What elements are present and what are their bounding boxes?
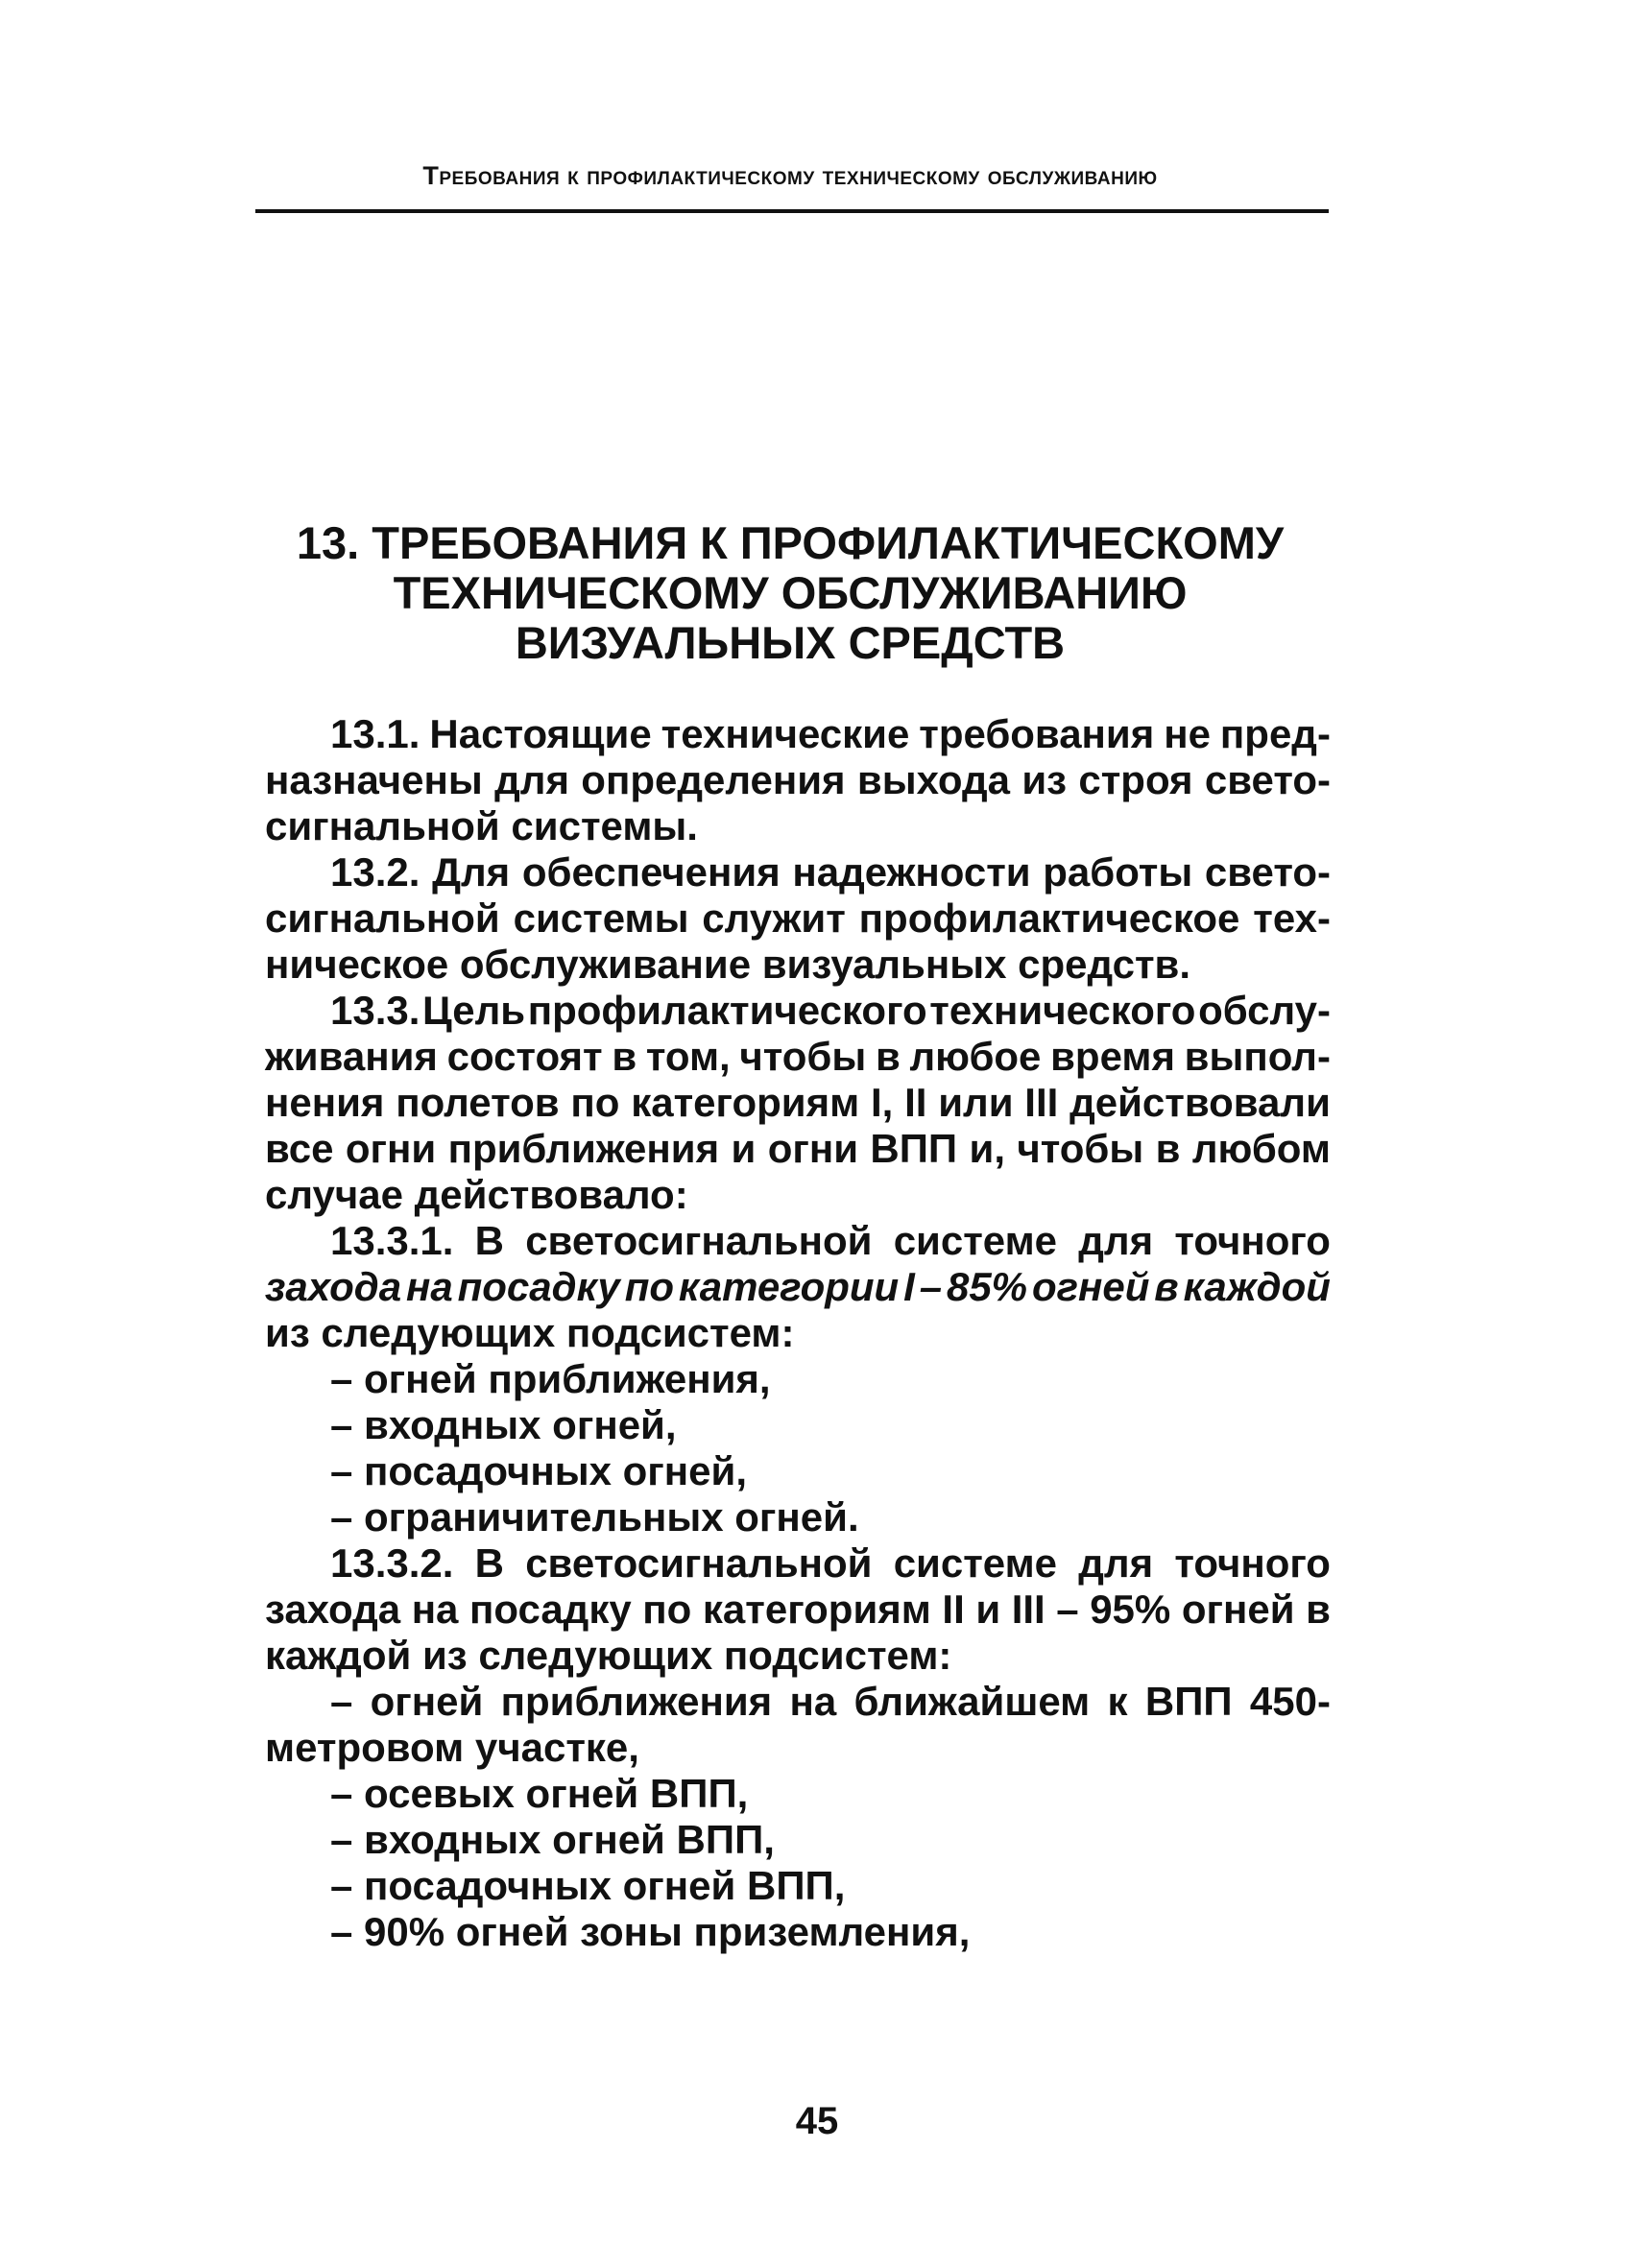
text-line: живания состоят в том, чтобы в любое время выпол-	[265, 1034, 1331, 1079]
text-line: сигнальной системы служит профилактическое тех-	[265, 895, 1331, 941]
list-item: – ограничительных огней.	[330, 1494, 859, 1540]
text-line: каждой из следующих подсистем:	[265, 1633, 952, 1678]
text-line: ническое обслуживание визуальных средств.	[265, 942, 1191, 987]
text-line: 13.1. Настоящие технические требования не пред-	[330, 711, 1331, 756]
list-item: – огней приближения на ближайшем к ВПП 450-	[330, 1679, 1331, 1724]
text-line: все огни приближения и огни ВПП и, чтобы в любом	[265, 1126, 1331, 1171]
text-line: 13.2. Для обеспечения надежности работы свето-	[330, 849, 1331, 895]
chapter-title-line: ТЕХНИЧЕСКОМУ ОБСЛУЖИВАНИЮ	[393, 567, 1188, 618]
text-line: 13.3. Цель профилактического технического обслу-	[330, 988, 1331, 1033]
list-item: – посадочных огней ВПП,	[330, 1863, 846, 1908]
header-rule	[255, 209, 1329, 213]
list-item: – входных огней,	[330, 1402, 677, 1447]
list-item: – входных огней ВПП,	[330, 1817, 775, 1862]
chapter-title-line: ВИЗУАЛЬНЫХ СРЕДСТВ	[515, 617, 1066, 668]
list-item: – осевых огней ВПП,	[330, 1771, 749, 1816]
text-line: 13.3.2. В светосигнальной системе для точного	[330, 1540, 1331, 1586]
text-line: сигнальной системы.	[265, 803, 698, 848]
text-line: захода на посадку по категории I – 85% огней в каждой	[265, 1264, 1331, 1309]
text-line: нения полетов по категориям I, II или III действовали	[265, 1080, 1331, 1125]
list-item: – 90% огней зоны приземления,	[330, 1909, 971, 1954]
text-line: захода на посадку по категориям II и III – 95% огней в	[265, 1587, 1331, 1632]
text-line: 13.3.1. В светосигнальной системе для точного	[330, 1218, 1331, 1263]
text-line: случае действовало:	[265, 1172, 688, 1217]
text-line: метровом участке,	[265, 1725, 639, 1770]
text-line: назначены для определения выхода из строя свето-	[265, 757, 1331, 802]
body-text	[265, 711, 1331, 1955]
text-line: из следующих подсистем:	[265, 1310, 795, 1355]
chapter-title	[252, 518, 1329, 668]
page-number: 45	[795, 2100, 839, 2142]
running-head: Требования к профилактическому техническому обслуживанию	[422, 161, 1158, 190]
chapter-title-line: 13. ТРЕБОВАНИЯ К ПРОФИЛАКТИЧЕСКОМУ	[296, 517, 1285, 568]
list-item: – огней приближения,	[330, 1356, 771, 1401]
list-item: – посадочных огней,	[330, 1448, 748, 1493]
